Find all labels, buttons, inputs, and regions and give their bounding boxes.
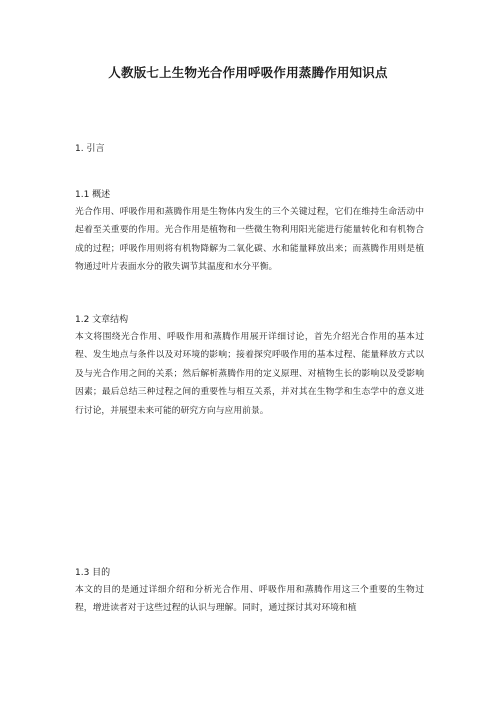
section-heading-introduction: 1. 引言 — [75, 144, 105, 154]
paragraph-purpose: 本文的目的是通过详细介绍和分析光合作用、呼吸作用和蒸腾作用这三个重要的生物过程，增进读者对于这些过程的认识与理解。同时，通过探讨其对环境和植 — [75, 585, 424, 614]
paragraph-overview: 光合作用、呼吸作用和蒸腾作用是生物体内发生的三个关键过程，它们在维持生命活动中起着至关重要的作用。光合作用是植物和一些微生物利用阳光能进行能量转化和有机物合成的过程；呼吸作用则将有机物降解为二氧化碳、水和能量释放出来；而蒸腾作用则是植物通过叶片表面水分的散失调节其温度和水分平衡。 — [75, 207, 424, 273]
section-heading-structure: 1.2 文章结构 — [75, 315, 129, 325]
section-heading-purpose: 1.3 目的 — [75, 568, 111, 578]
paragraph-structure: 本文将围绕光合作用、呼吸作用和蒸腾作用展开详细讨论，首先介绍光合作用的基本过程、发生地点与条件以及对环境的影响；接着探究呼吸作用的基本过程、能量释放方式以及与光合作用之间的关系；然后解析蒸腾作用的定义原理、对植物生长的影响以及受影响因素；最后总结三种过程之间的重要性与相互关系，并对其在生物学和生态学中的意义进行讨论，并展望未来可能的研究方向与应用前景。 — [75, 332, 424, 416]
section-heading-overview: 1.1 概述 — [75, 190, 111, 200]
document-title: 人教版七上生物光合作用呼吸作用蒸腾作用知识点 — [108, 65, 388, 80]
